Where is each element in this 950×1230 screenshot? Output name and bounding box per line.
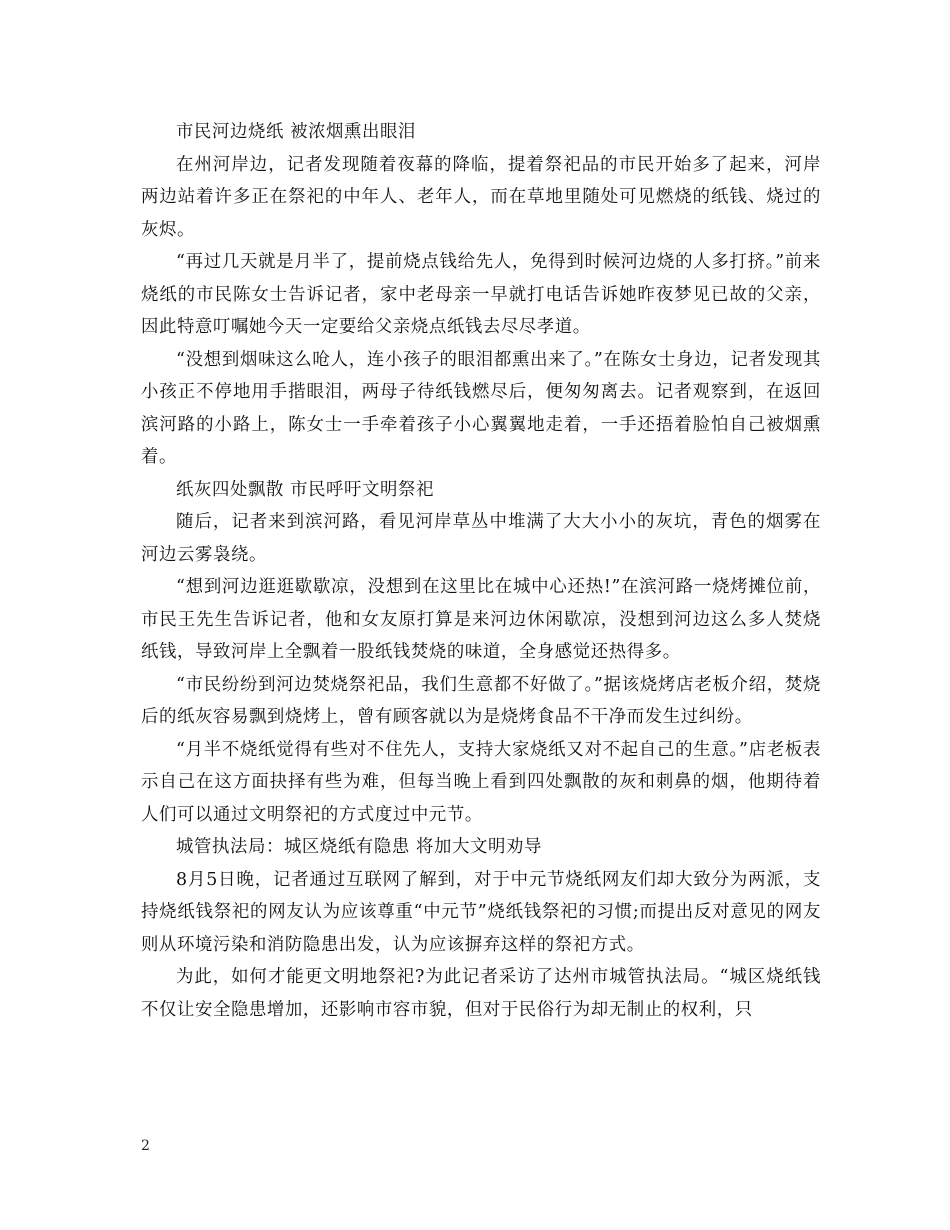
page-number: 2 — [141, 1138, 150, 1154]
paragraph: “想到河边逛逛歇歇凉，没想到在这里比在城中心还热!”在滨河路一烧烤摊位前，市民王先生告诉记者，他和女友原打算是来河边休闲歇凉，没想到河边这么多人焚烧纸钱，导致河岸上全飘着一股纸钱焚烧的味道，全身感觉还热得多。 — [141, 577, 821, 662]
section-heading-2: 纸灰四处飘散 市民呼吁文明祭祀 — [176, 479, 434, 500]
paragraph: “月半不烧纸觉得有些对不住先人，支持大家烧纸又对不起自己的生意。”店老板表示自己在这方面抉择有些为难，但每当晚上看到四处飘散的灰和刺鼻的烟，他期待着人们可以通过文明祭祀的方式度过中元节。 — [141, 739, 821, 825]
paragraph: “没想到烟味这么呛人，连小孩子的眼泪都熏出来了。”在陈女士身边，记者发现其小孩正不停地用手揩眼泪，两母子待纸钱燃尽后，便匆匆离去。记者观察到，在返回滨河路的小路上，陈女士一手牵着孩子小心翼翼地走着，一手还捂着脸怕自己被烟熏着。 — [141, 349, 821, 467]
paragraph: 为此，如何才能更文明地祭祀?为此记者采访了达州市城管执法局。“城区烧纸钱不仅让安全隐患增加，还影响市容市貌，但对于民俗行为却无制止的权利，只 — [141, 967, 821, 1020]
article-body — [141, 116, 821, 1026]
section-heading-1: 市民河边烧纸 被浓烟熏出眼泪 — [176, 122, 417, 142]
paragraph: 在州河岸边，记者发现随着夜幕的降临，提着祭祀品的市民开始多了起来，河岸两边站着许多正在祭祀的中年人、老年人，而在草地里随处可见燃烧的纸钱、烧过的灰烬。 — [141, 154, 821, 240]
paragraph: “再过几天就是月半了，提前烧点钱给先人，免得到时候河边烧的人多打挤。”前来烧纸的市民陈女士告诉记者，家中老母亲一早就打电话告诉她昨夜梦见已故的父亲，因此特意叮嘱她今天一定要给父亲烧点纸钱去尽尽孝道。 — [141, 252, 821, 337]
paragraph: “市民纷纷到河边焚烧祭祀品，我们生意都不好做了。”据该烧烤店老板介绍，焚烧后的纸灰容易飘到烧烤上，曾有顾客就以为是烧烤食品不干净而发生过纠纷。 — [141, 674, 821, 727]
section-heading-3: 城管执法局：城区烧纸有隐患 将加大文明劝导 — [176, 837, 542, 857]
paragraph: 8月5日晚，记者通过互联网了解到，对于中元节烧纸网友们却大致分为两派，支持烧纸钱祭祀的网友认为应该尊重“中元节”烧纸钱祭祀的习惯;而提出反对意见的网友则从环境污染和消防隐患出发，认为应该摒弃这样的祭祀方式。 — [141, 869, 821, 955]
paragraph: 随后，记者来到滨河路，看见河岸草丛中堆满了大大小小的灰坑，青色的烟雾在河边云雾袅绕。 — [141, 512, 821, 565]
